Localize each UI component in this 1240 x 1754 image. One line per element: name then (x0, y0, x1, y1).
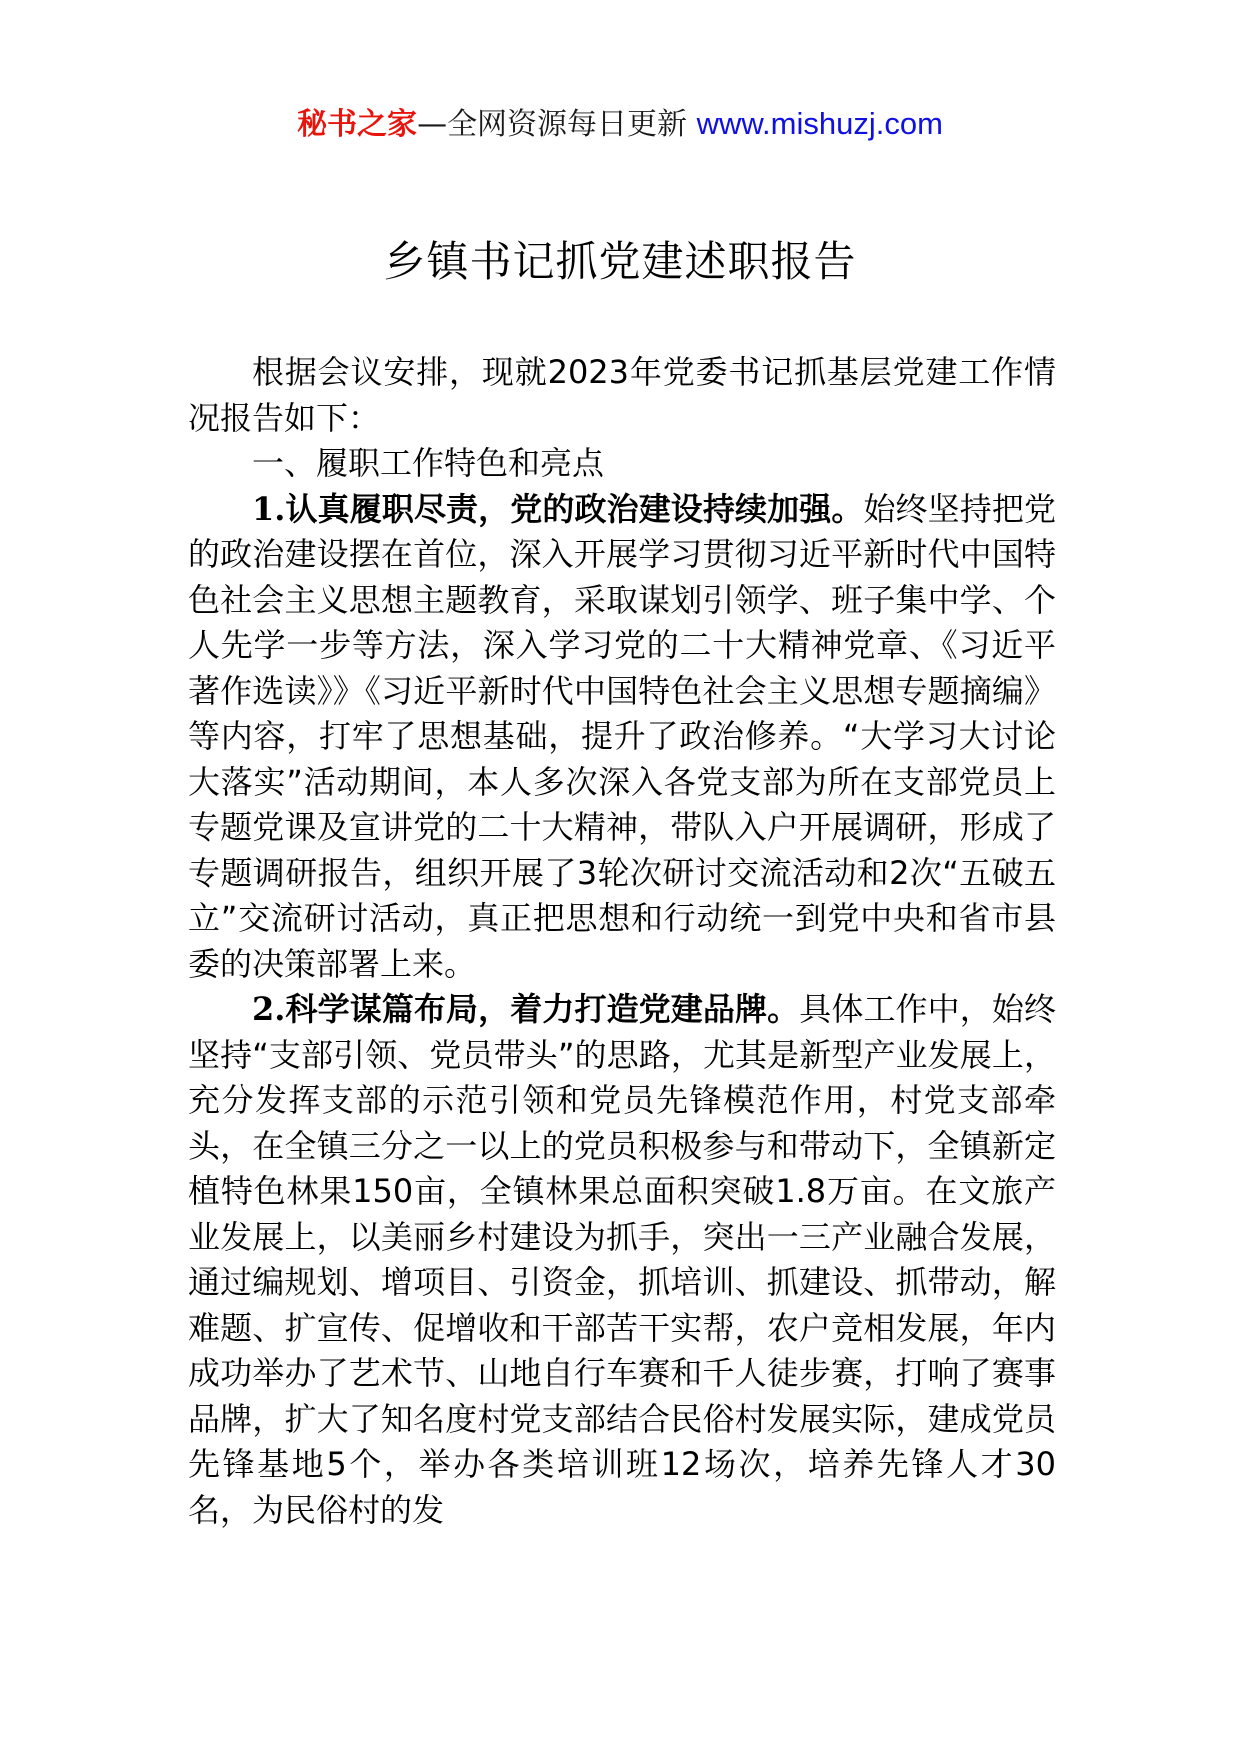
site-tagline: —全网资源每日更新 (417, 107, 688, 142)
site-url[interactable]: www.mishuzj.com (696, 106, 943, 141)
item-1-title: 1.认真履职尽责，党的政治建设持续加强。 (252, 489, 864, 528)
paragraph-item-2 (188, 987, 1056, 1533)
site-brand: 秘书之家 (297, 107, 418, 142)
paragraph-item-1 (188, 487, 1056, 988)
item-1-text: 始终坚持把党的政治建设摆在首位，深入开展学习贯彻习近平新时代中国特色社会主义思想主题教育，采取谋划引领学、班子集中学、个人先学一步等方法，深入学习党的二十大精神党章、《习近平著作选读》》《习近平新时代中国特色社会主义思想专题摘编》等内容，打牢了思想基础，提升了政治修养。“大学习大讨论大落实”活动期间，本人多次深入各党支部为所在支部党员上专题党课及宣讲党的二十大精神，带队入户开展调研，形成了专题调研报告，组织开展了3轮次研讨交流活动和2次“五破五立”交流研讨活动，真正把思想和行动统一到党中央和省市县委的决策部署上来。 (188, 489, 1056, 983)
page-title: 乡镇书记抓党建述职报告 (383, 237, 857, 286)
document-body (188, 350, 1056, 1533)
item-2-text: 具体工作中，始终坚持“支部引领、党员带头”的思路，尤其是新型产业发展上，充分发挥支部的示范引领和党员先锋模范作用，村党支部牵头，在全镇三分之一以上的党员积极参与和带动下，全镇新定植特色林果150亩，全镇林果总面积突破1.8万亩。在文旅产业发展上，以美丽乡村建设为抓手，突出一三产业融合发展，通过编规划、增项目、引资金，抓培训、抓建设、抓带动，解难题、扩宣传、促增收和干部苦干实帮，农户竞相发展，年内成功举办了艺术节、山地自行车赛和千人徒步赛，打响了赛事品牌，扩大了知名度村党支部结合民俗村发展实际，建成党员先锋基地5个，举办各类培训班12场次，培养先锋人才30名，为民俗村的发 (188, 990, 1056, 1529)
intro-paragraph: 根据会议安排，现就2023年党委书记抓基层党建工作情况报告如下： (188, 353, 1056, 437)
item-2-title: 2.科学谋篇布局，着力打造党建品牌。 (252, 990, 800, 1028)
section-heading: 一、履职工作特色和亮点 (252, 444, 605, 482)
site-header (0, 102, 1240, 147)
